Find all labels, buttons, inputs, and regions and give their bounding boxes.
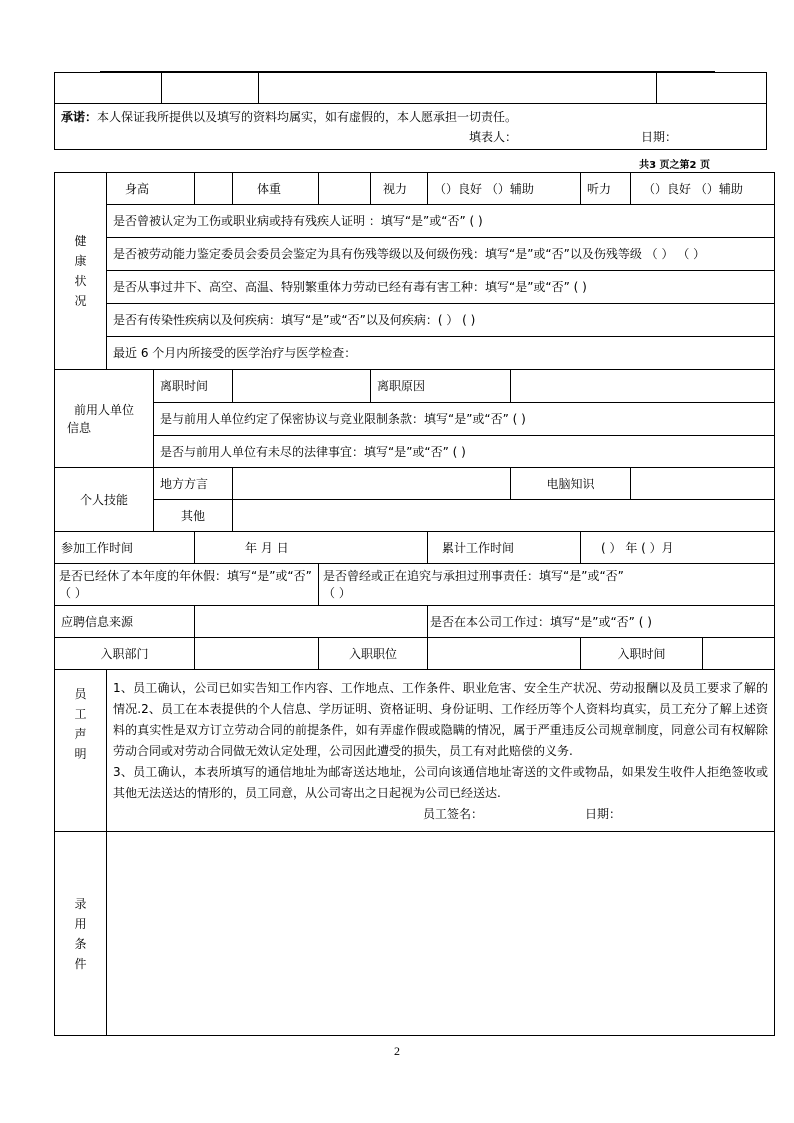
other-skills-field[interactable] — [233, 500, 775, 532]
skills-section-label: 个人技能 — [55, 468, 154, 532]
work-total-field[interactable]: ( ） 年 ( ）月 — [581, 532, 775, 564]
entry-dept-label: 入职部门 — [55, 638, 195, 670]
blank-cell[interactable] — [657, 73, 767, 104]
computer-field[interactable] — [631, 468, 775, 500]
leave-time-field[interactable] — [233, 370, 371, 403]
blank-cell[interactable] — [55, 73, 162, 104]
employee-sign-label: 员工签名： — [423, 807, 484, 821]
worked-here-question[interactable]: 是否在本公司工作过：填写“是”或“否” ( ) — [428, 606, 775, 638]
filler-label: 填表人： — [469, 130, 518, 144]
leave-reason-field[interactable] — [511, 370, 775, 403]
height-label: 身高 — [107, 173, 195, 205]
hearing-label: 听力 — [581, 173, 631, 205]
vision-label: 视力 — [371, 173, 428, 205]
blank-cell[interactable] — [259, 73, 657, 104]
weight-label: 体重 — [233, 173, 319, 205]
date-label: 日期： — [641, 130, 678, 144]
statement-date-label: 日期： — [585, 807, 622, 821]
prev-q-noncompete[interactable]: 是与前用人单位约定了保密协议与竞业限制条款：填写“是”或“否” ( ) — [154, 403, 775, 436]
entry-position-field[interactable] — [428, 638, 581, 670]
work-start-field[interactable]: 年 月 日 — [195, 532, 428, 564]
leave-time-label: 离职时间 — [154, 370, 233, 403]
entry-dept-field[interactable] — [195, 638, 319, 670]
statement-text-cell — [107, 670, 775, 832]
work-total-label: 累计工作时间 — [428, 532, 581, 564]
pledge-text: 本人保证我所提供以及填写的资料均属实，如有虚假的，本人愿承担一切责任。 — [97, 110, 518, 124]
health-q-disability[interactable]: 是否被劳动能力鉴定委员会委员会鉴定为具有伤残等级以及何级伤残：填写“是”或“否”以及伤残等级 （ ） （ ） — [107, 238, 775, 271]
recruit-source-field[interactable] — [195, 606, 428, 638]
criminal-question[interactable]: 是否曾经或正在追究与承担过刑事责任：填写“是”或“否” （ ） — [319, 564, 775, 606]
hiring-section-label: 录 用 条 件 — [55, 832, 107, 1036]
recruit-source-label: 应聘信息来源 — [55, 606, 195, 638]
pledge-cell — [55, 104, 767, 150]
other-skills-label: 其他 — [154, 500, 233, 532]
weight-field[interactable] — [319, 173, 371, 205]
entry-time-field[interactable] — [703, 638, 775, 670]
annual-leave-question[interactable]: 是否已经休了本年度的年休假：填写“是”或“否” （ ） — [55, 564, 319, 606]
entry-time-label: 入职时间 — [581, 638, 703, 670]
health-q-injury[interactable]: 是否曾被认定为工伤或职业病或持有残疾人证明 ：填写“是”或“否” ( ) — [107, 205, 775, 238]
prev-q-legal[interactable]: 是否与前用人单位有未尽的法律事宜：填写“是”或“否” ( ) — [154, 436, 775, 468]
page-info: 共3 页之第2 页 — [639, 160, 710, 171]
computer-label: 电脑知识 — [511, 468, 631, 500]
hearing-options[interactable]: （）良好 （）辅助 — [631, 173, 775, 205]
blank-cell[interactable] — [162, 73, 259, 104]
statement-text-1: 1、员工确认，公司已如实告知工作内容、工作地点、工作条件、职业危害、安全生产状况、劳动报酬以及员工要求了解的情况.2、员工在本表提供的个人信息、学历证明、资格证明、身份证明、工作经历等个人资料均真实，员工充分了解上述资料的真实性是双方订立劳动合同的前提条件，如有弄虚作假或隐瞒的情况，属于严重违反公司规章制度，同意公司有权解除劳动合同或对劳动合同做无效认定处理，公司因此遭受的损失，员工有对此赔偿的义务. — [113, 681, 769, 758]
work-start-label: 参加工作时间 — [55, 532, 195, 564]
health-q-hazard[interactable]: 是否从事过井下、高空、高温、特别繁重体力劳动已经有毒有害工种：填写“是”或“否” ( ) — [107, 271, 775, 304]
prev-employer-section-label: 前用人单位 信息 — [55, 370, 154, 468]
main-form-table — [54, 172, 775, 1036]
leave-reason-label: 离职原因 — [371, 370, 511, 403]
entry-position-label: 入职职位 — [319, 638, 428, 670]
statement-section-label: 员 工 声 明 — [55, 670, 107, 832]
page-number: 2 — [394, 1044, 400, 1058]
dialect-field[interactable] — [233, 468, 511, 500]
health-section-label: 健 康 状 况 — [55, 173, 107, 370]
dialect-label: 地方方言 — [154, 468, 233, 500]
vision-options[interactable]: （）良好 （）辅助 — [428, 173, 581, 205]
pledge-table — [54, 72, 767, 150]
health-q-disease[interactable]: 是否有传染性疾病以及何疾病：填写“是”或“否”以及何疾病：( ） ( ) — [107, 304, 775, 337]
statement-text-2: 3、员工确认，本表所填写的通信地址为邮寄送达地址，公司向该通信地址寄送的文件或物品，如果发生收件人拒绝签收或其他无法送达的情形的，员工同意，从公司寄出之日起视为公司已经送达. — [113, 765, 769, 800]
health-q-medical[interactable]: 最近 6 个月内所接受的医学治疗与医学检查： — [107, 337, 775, 370]
pledge-label: 承诺： — [61, 110, 98, 124]
hiring-conditions-field[interactable] — [107, 832, 775, 1036]
height-field[interactable] — [195, 173, 233, 205]
